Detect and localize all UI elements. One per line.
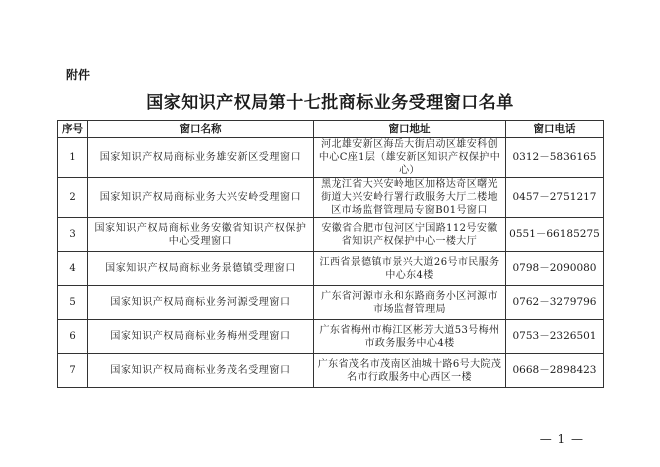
row-window-address: 安徽省合肥市包河区宁国路112号安徽省知识产权保护中心一楼大厅 <box>314 218 506 252</box>
row-index: 4 <box>58 252 88 286</box>
row-window-phone: 0762－3279796 <box>506 286 604 320</box>
row-window-phone: 0312－5836165 <box>506 138 604 178</box>
row-window-phone: 0668－2898423 <box>506 354 604 388</box>
table-header-row <box>58 121 604 138</box>
row-index: 7 <box>58 354 88 388</box>
document-title: 国家知识产权局第十七批商标业务受理窗口名单 <box>146 93 514 113</box>
attachment-label: 附件 <box>66 68 91 82</box>
row-index: 1 <box>58 138 88 178</box>
row-window-phone: 0753－2326501 <box>506 320 604 354</box>
row-window-phone: 0551－66185275 <box>506 218 604 252</box>
table-row <box>58 252 604 286</box>
row-window-address: 广东省茂名市茂南区油城十路6号大院茂名市行政服务中心西区一楼 <box>314 354 506 388</box>
row-window-address: 黑龙江省大兴安岭地区加格达奇区曙光街道大兴安岭行署行政服务大厅二楼地区市场监督管理局专窗B01号窗口 <box>314 178 506 218</box>
header-phone: 窗口电话 <box>506 121 604 138</box>
table-row <box>58 286 604 320</box>
windows-table <box>57 120 604 388</box>
header-name: 窗口名称 <box>88 121 314 138</box>
header-address: 窗口地址 <box>314 121 506 138</box>
row-window-name: 国家知识产权局商标业务梅州受理窗口 <box>88 320 314 354</box>
row-window-address: 江西省景德镇市景兴大道26号市民服务中心东4楼 <box>314 252 506 286</box>
row-window-address: 河北雄安新区海岳大街启动区雄安科创中心C座1层（雄安新区知识产权保护中心） <box>314 138 506 178</box>
page-number: — 1 — <box>539 432 584 446</box>
row-window-address: 广东省河源市永和东路商务小区河源市市场监督管理局 <box>314 286 506 320</box>
row-window-name: 国家知识产权局商标业务河源受理窗口 <box>88 286 314 320</box>
table-row <box>58 178 604 218</box>
table-row <box>58 354 604 388</box>
row-window-address: 广东省梅州市梅江区彬芳大道53号梅州市政务服务中心4楼 <box>314 320 506 354</box>
row-window-name: 国家知识产权局商标业务大兴安岭受理窗口 <box>88 178 314 218</box>
row-window-name: 国家知识产权局商标业务茂名受理窗口 <box>88 354 314 388</box>
table-row <box>58 320 604 354</box>
row-window-phone: 0457－2751217 <box>506 178 604 218</box>
header-index: 序号 <box>58 121 88 138</box>
table-row <box>58 138 604 178</box>
row-window-phone: 0798－2090080 <box>506 252 604 286</box>
row-index: 6 <box>58 320 88 354</box>
row-index: 5 <box>58 286 88 320</box>
row-window-name: 国家知识产权局商标业务安徽省知识产权保护中心受理窗口 <box>88 218 314 252</box>
row-window-name: 国家知识产权局商标业务雄安新区受理窗口 <box>88 138 314 178</box>
row-index: 2 <box>58 178 88 218</box>
row-window-name: 国家知识产权局商标业务景德镇受理窗口 <box>88 252 314 286</box>
row-index: 3 <box>58 218 88 252</box>
table-row <box>58 218 604 252</box>
